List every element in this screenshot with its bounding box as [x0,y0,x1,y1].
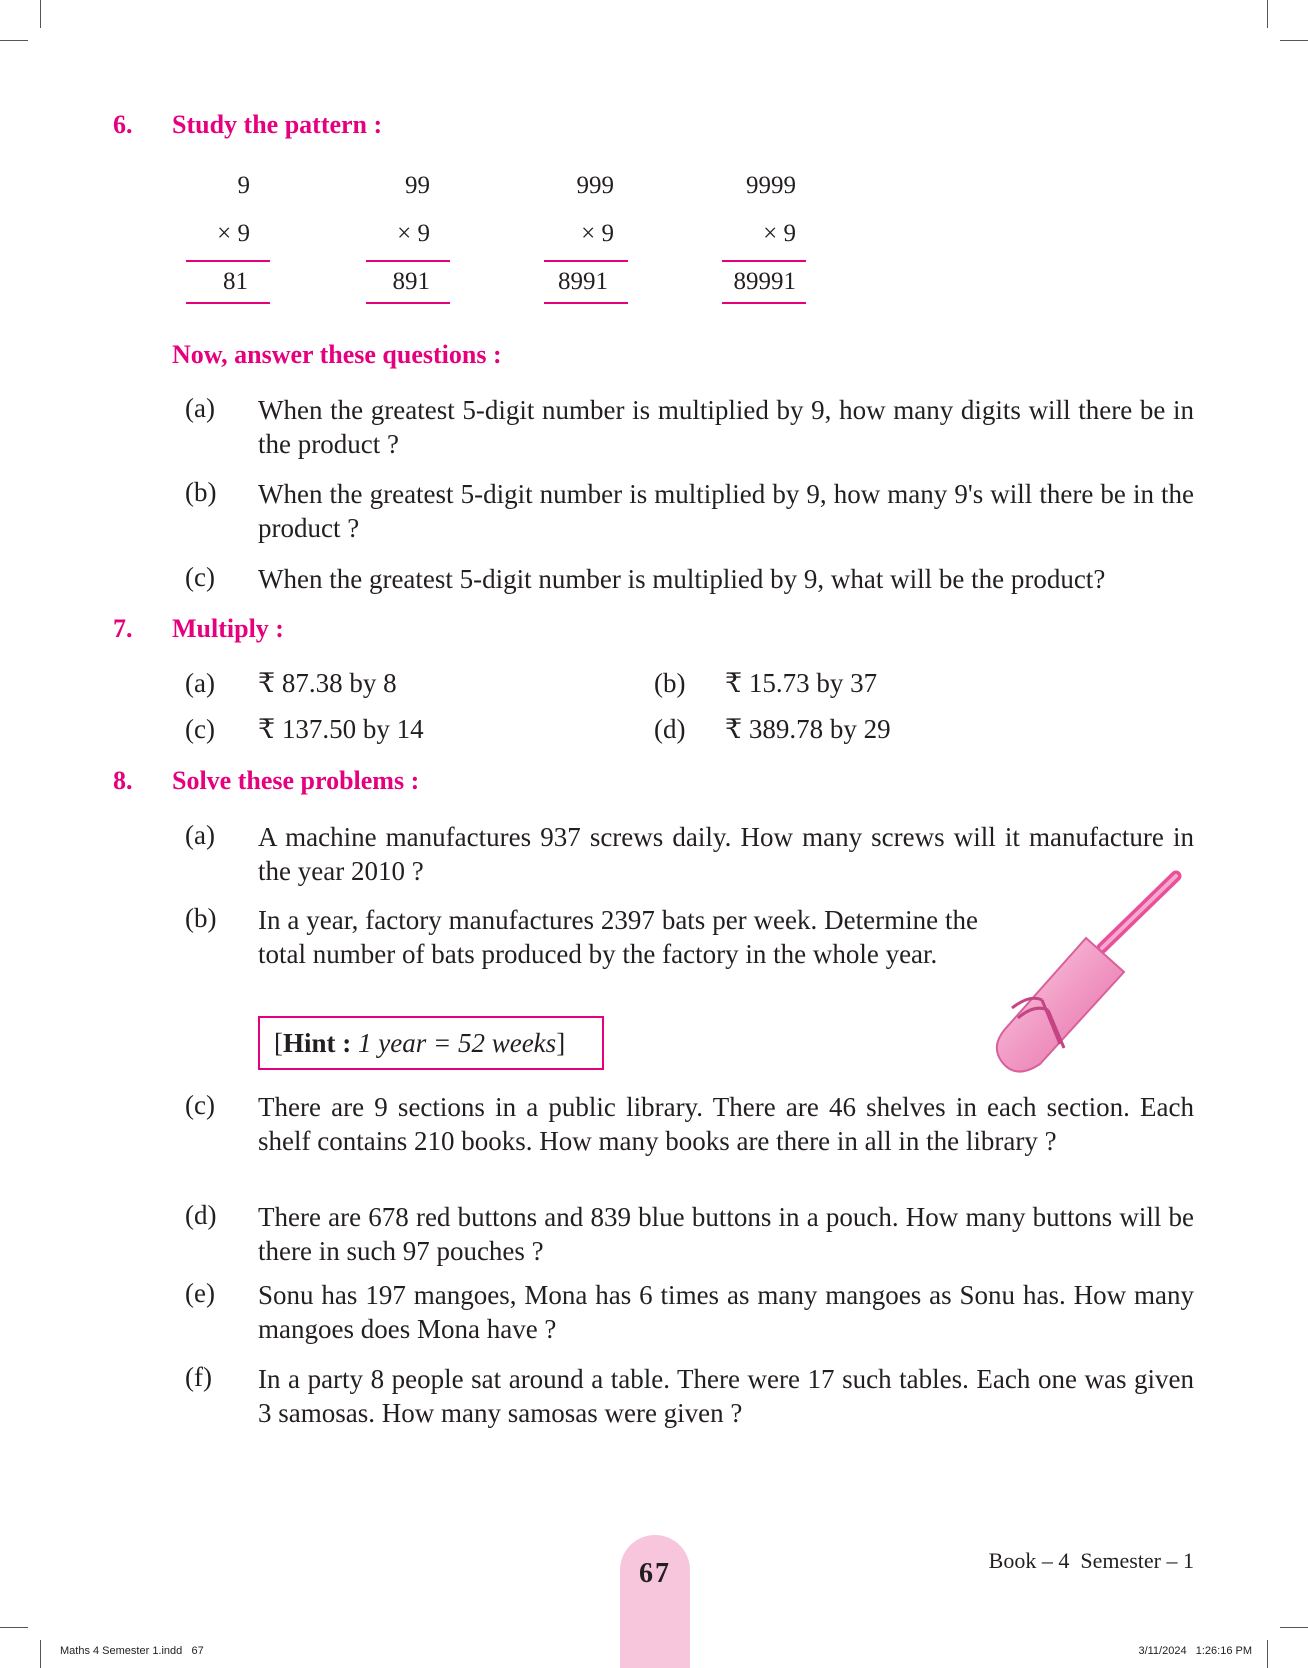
page-number: 67 [639,1558,671,1589]
item-text: A machine manufactures 937 screws daily. How many screws will it manufacture in the year 2010 ? [258,822,1194,886]
item-text: When the greatest 5-digit number is multiplied by 9, what will be the product? [258,564,1106,594]
crop-mark-bottom-right-v [1267,1640,1268,1668]
pattern-multiplier: × 9 [397,220,430,247]
pattern-top: 999 [576,172,614,199]
crop-mark-top-left-h [0,40,28,41]
item-text: When the greatest 5-digit number is multiplied by 9, how many 9's will there be in the product ? [258,479,1194,543]
pattern-line [186,302,270,304]
crop-mark-top-right-h [1280,40,1308,41]
crop-mark-bottom-left-v [40,1640,41,1668]
item-text: There are 678 red buttons and 839 blue buttons in a pouch. How many buttons will be there in such 97 pouches ? [258,1202,1194,1266]
crop-mark-top-right-v [1267,0,1268,28]
item-text: ₹ 87.38 by 8 [258,668,397,698]
item-text: ₹ 15.73 by 37 [725,668,878,698]
item-label: (b) [654,668,686,698]
pattern-multiplier: × 9 [581,220,614,247]
question-6-number: 6. [113,110,133,139]
item-label: (a) [185,668,215,698]
hint-bracket-open: [ [274,1028,283,1058]
pattern-multiplier: × 9 [217,220,250,247]
bat-blade [997,938,1124,1072]
item-label: (e) [185,1278,215,1308]
item-label: (a) [185,820,215,850]
question-7-number: 7. [113,614,133,643]
question-8-number: 8. [113,766,133,795]
item-text: ₹ 389.78 by 29 [725,714,891,744]
item-label: (b) [185,903,217,933]
pattern-line [722,260,806,262]
pattern-multiplier: × 9 [763,220,796,247]
question-6-subtitle: Now, answer these questions : [172,340,502,369]
item-label: (f) [185,1362,212,1392]
item-text: In a year, factory manufactures 2397 bats per week. Determine the total number of bats produced by the factory in the whole year. [258,905,978,969]
crop-mark-top-left-v [40,0,41,28]
crop-mark-bottom-left-h [0,1627,28,1628]
item-label: (b) [185,477,217,507]
pattern-line [544,260,628,262]
item-text: There are 9 sections in a public library. There are 46 shelves in each section. Each shelf contains 210 books. How many books are there in all in the library ? [258,1092,1194,1156]
pattern-line [366,302,450,304]
item-label: (c) [185,714,215,744]
item-label: (c) [185,562,215,592]
file-name: Maths 4 Semester 1.indd 67 [60,1645,204,1657]
crop-mark-bottom-right-h [1280,1627,1308,1628]
pattern-line [722,302,806,304]
bat-handle [1102,876,1176,948]
item-text: Sonu has 197 mangoes, Mona has 6 times as many mangoes as Sonu has. How many mangoes does Mona have ? [258,1280,1194,1344]
question-8-title: Solve these problems : [172,766,420,795]
item-label: (a) [185,393,215,423]
timestamp: 3/11/2024 1:26:16 PM [1138,1645,1252,1657]
item-text: In a party 8 people sat around a table. There were 17 such tables. Each one was given 3 samosas. How many samosas were given ? [258,1364,1194,1428]
item-label: (d) [185,1200,217,1230]
item-label: (d) [654,714,686,744]
question-6-title: Study the pattern : [172,110,383,139]
pattern-result: 89991 [733,268,796,295]
item-text: ₹ 137.50 by 14 [258,714,424,744]
item-label: (c) [185,1090,215,1120]
pattern-result: 81 [223,268,248,295]
cricket-bat-illustration [990,868,1190,1076]
pattern-line [366,260,450,262]
hint-label: Hint : [283,1028,352,1058]
pattern-top: 9999 [746,172,796,199]
question-7-title: Multiply : [172,614,284,643]
hint-bracket-close: ] [556,1028,566,1058]
hint-text: 1 year = 52 weeks [358,1028,557,1058]
pattern-line [544,302,628,304]
pattern-line [186,260,270,262]
book-info: Book – 4 Semester – 1 [988,1548,1194,1573]
pattern-top: 9 [237,172,250,199]
page-number-tab [620,1535,690,1668]
pattern-top: 99 [405,172,430,199]
pattern-result: 891 [392,268,430,295]
item-text: When the greatest 5-digit number is multiplied by 9, how many digits will there be in the product ? [258,395,1194,459]
pattern-result: 8991 [558,268,608,295]
hint-box [258,1016,604,1070]
